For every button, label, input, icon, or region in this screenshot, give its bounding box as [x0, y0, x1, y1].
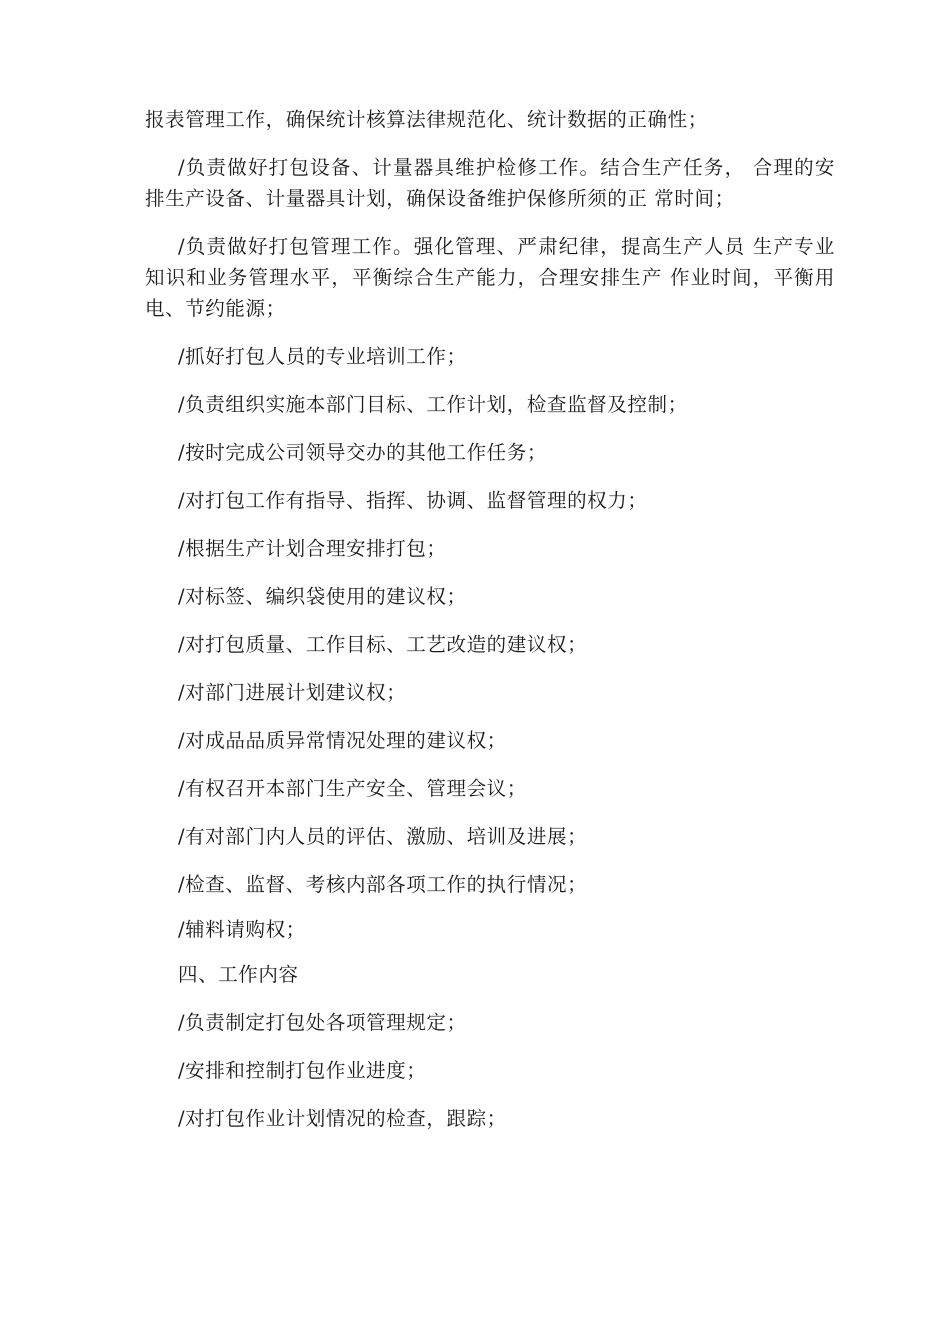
list-item-arrange-packing: /根据生产计划合理安排打包； — [178, 537, 447, 560]
list-item-staff-evaluation: /有对部门内人员的评估、激励、培训及进展； — [178, 825, 588, 848]
list-item-inspection: /检查、监督、考核内部各项工作的执行情况； — [178, 873, 588, 896]
list-item-purchase-authority: /辅料请购权； — [178, 918, 306, 941]
list-item-progress-plan-advice: /对部门进展计划建议权； — [178, 681, 407, 704]
list-item-schedule-control: /安排和控制打包作业进度； — [178, 1059, 427, 1082]
list-item-plan-tracking: /对打包作业计划情况的检查，跟踪； — [178, 1107, 507, 1130]
document-body — [145, 104, 835, 1134]
list-item-leadership-tasks: /按时完成公司领导交办的其他工作任务； — [178, 441, 547, 464]
section-heading-work-content: 四、工作内容 — [178, 963, 299, 986]
paragraph-3: /负责做好打包管理工作。强化管理、严肃纪律，提高生产人员 生产专业知识和业务管理水平，平衡综合生产能力，合理安排生产 作业时间，平衡用电、节约能源； — [145, 235, 835, 320]
paragraph-2: /负责做好打包设备、计量器具维护检修工作。结合生产任务， 合理的安排生产设备、计量器具计划，确保设备维护保修所须的正 常时间； — [145, 156, 835, 210]
list-item-training: /抓好打包人员的专业培训工作； — [178, 345, 467, 368]
paragraph-1: 报表管理工作，确保统计核算法律规范化、统计数据的正确性； — [145, 108, 708, 131]
list-item-quality-exception-advice: /对成品品质异常情况处理的建议权； — [178, 729, 507, 752]
list-item-department-goals: /负责组织实施本部门目标、工作计划，检查监督及控制； — [178, 393, 688, 416]
list-item-quality-advice: /对打包质量、工作目标、工艺改造的建议权； — [178, 633, 588, 656]
list-item-management-rules: /负责制定打包处各项管理规定； — [178, 1011, 467, 1034]
list-item-convene-meetings: /有权召开本部门生产安全、管理会议； — [178, 777, 527, 800]
list-item-guidance-authority: /对打包工作有指导、指挥、协调、监督管理的权力； — [178, 489, 648, 512]
list-item-label-bag-advice: /对标签、编织袋使用的建议权； — [178, 585, 467, 608]
